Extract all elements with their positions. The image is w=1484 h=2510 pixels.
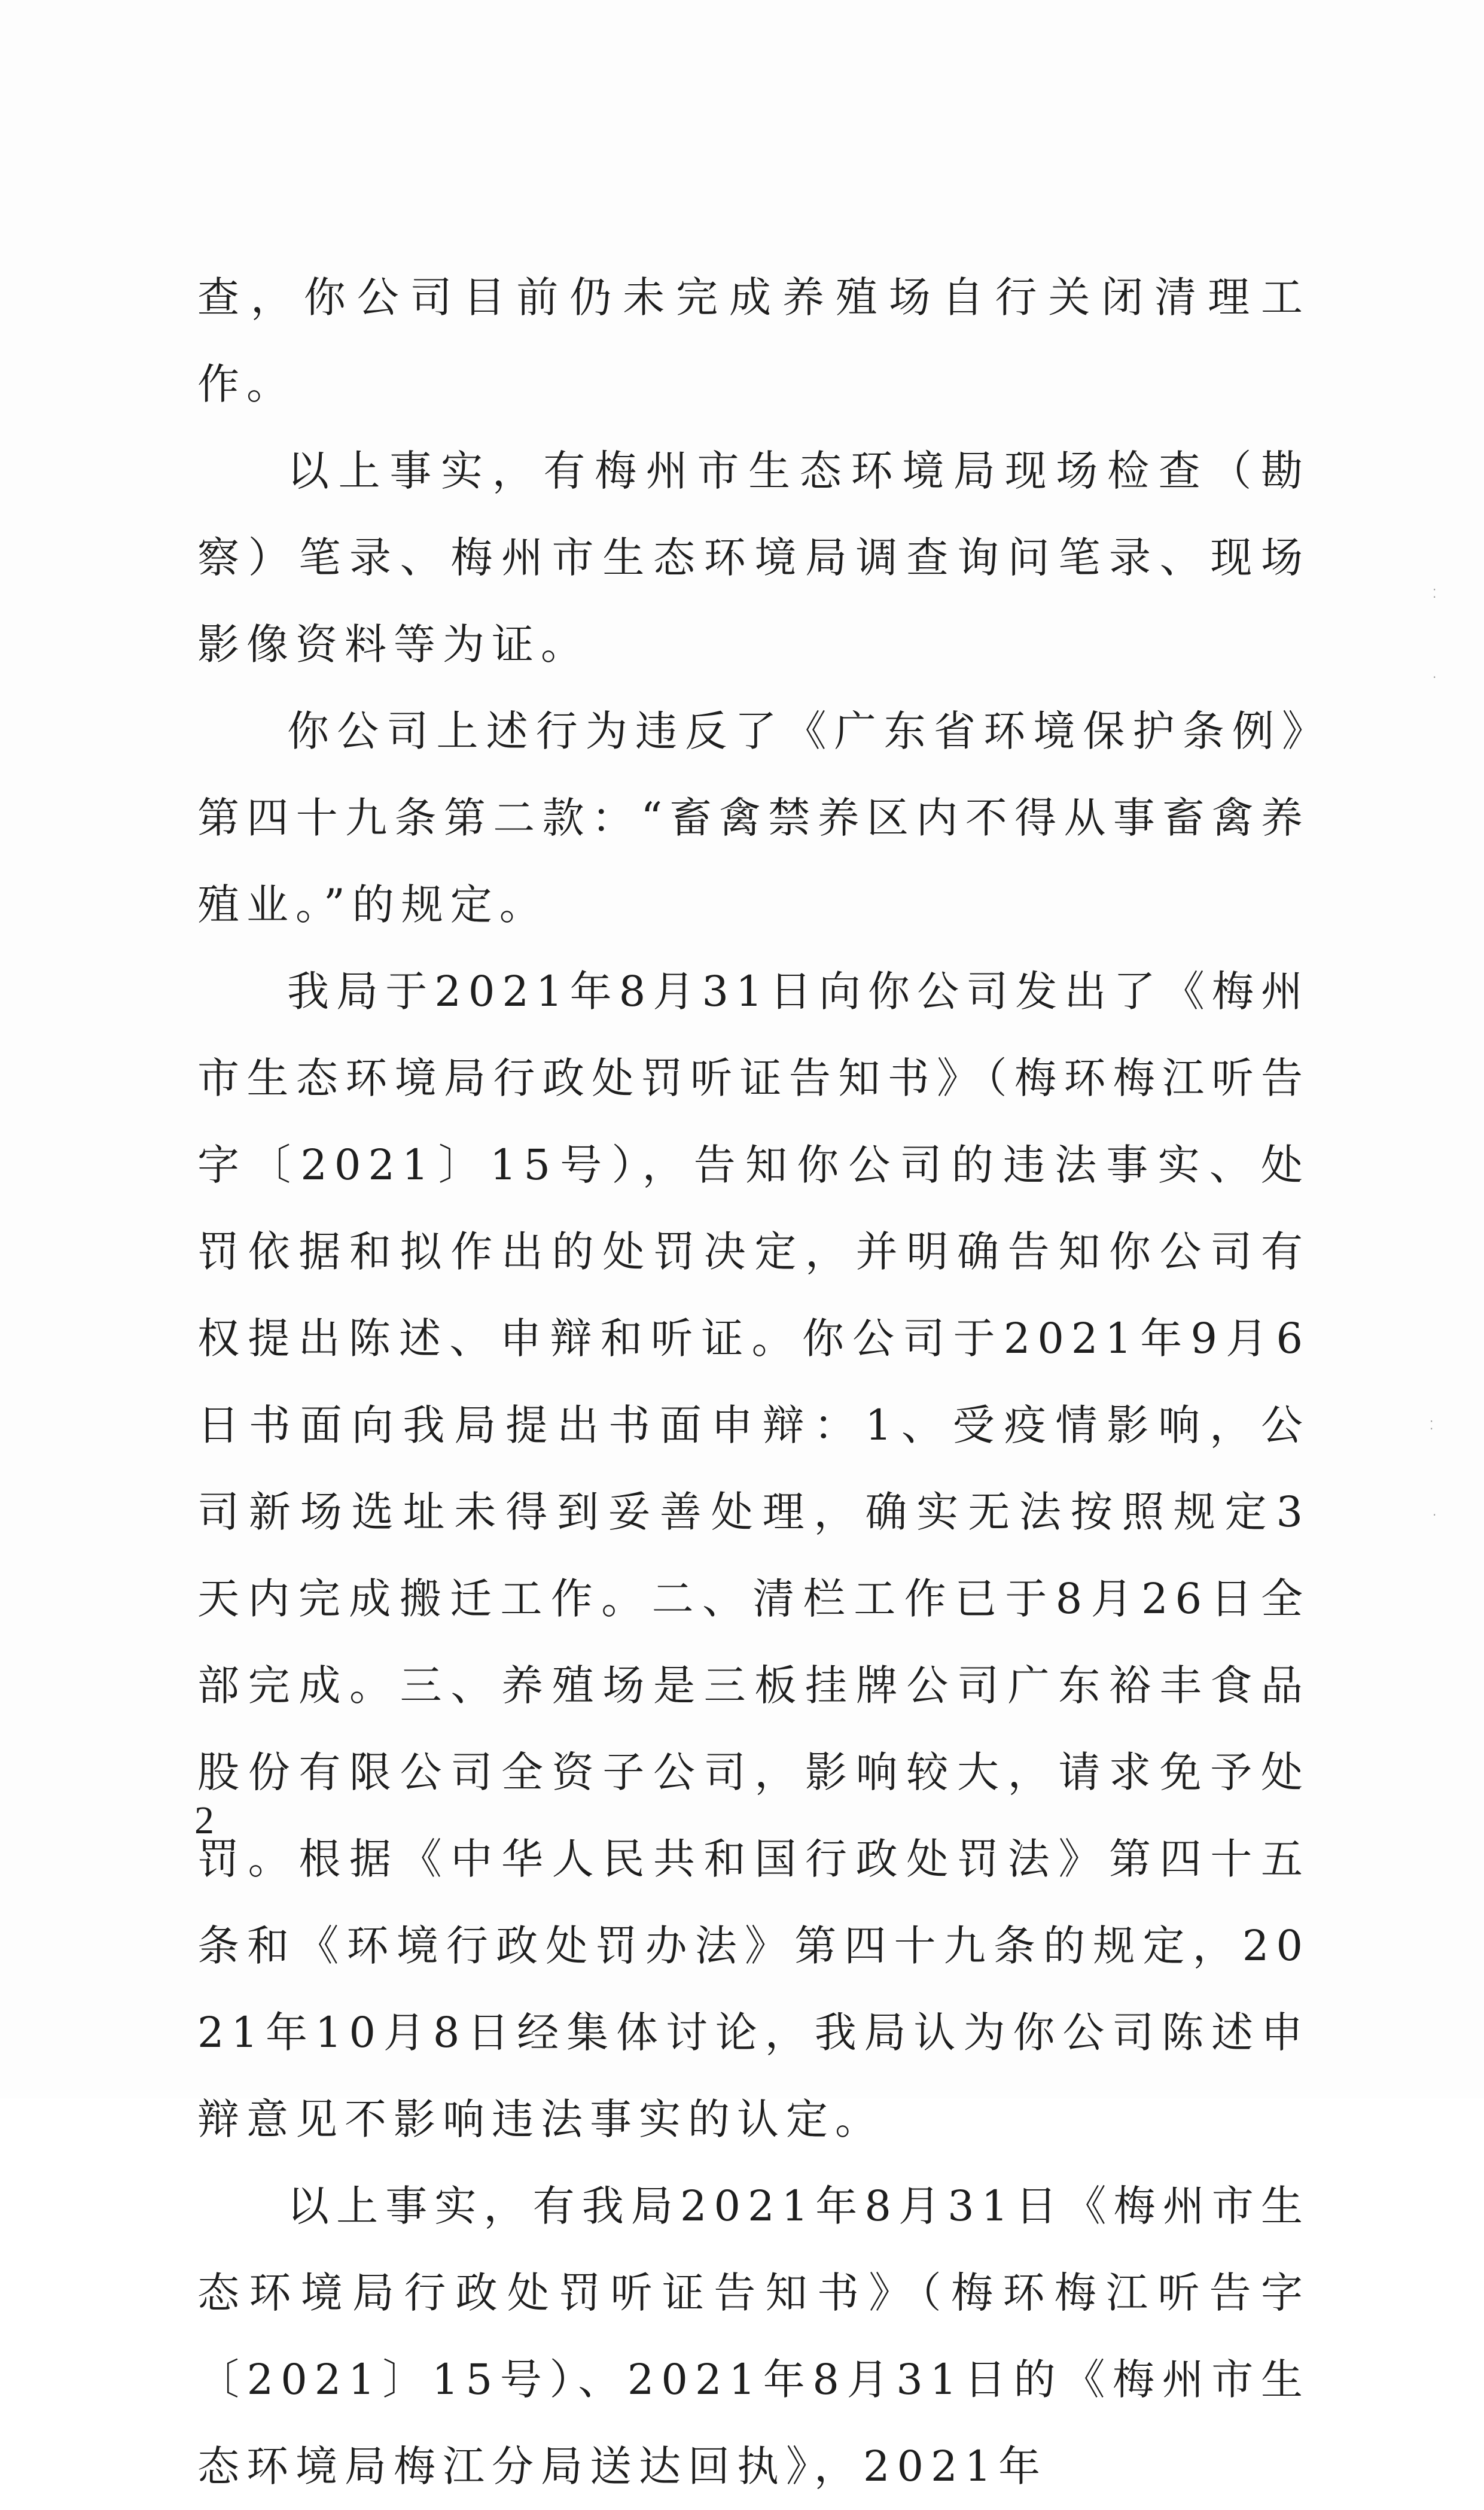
paragraph-continuation: 查，你公司目前仍未完成养殖场自行关闭清理工作。 <box>197 273 1310 409</box>
paragraph-evidence-1: 以上事实，有梅州市生态环境局现场检查（勘察）笔录、梅州市生态环境局调查询问笔录、现场影像资料等为证。 <box>197 446 1310 669</box>
paragraph-evidence-2: 以上事实，有我局2021年8月31日《梅州市生态环境局行政处罚听证告知书》（梅环梅江听告字〔2021〕15号）、2021年8月31日的《梅州市生态环境局梅江分局送达回执》，2021年 <box>197 2182 1310 2491</box>
document-body <box>197 254 1310 2510</box>
scan-edge-mark: · <box>1433 1508 1437 1522</box>
page-number: 2 <box>194 1799 214 1842</box>
scan-edge-mark: ⁚ <box>1430 1418 1434 1432</box>
scan-edge-mark: · <box>1433 670 1437 684</box>
scan-edge-mark: ⁚ <box>1433 586 1437 601</box>
paragraph-hearing-notice: 我局于2021年8月31日向你公司发出了《梅州市生态环境局行政处罚听证告知书》（梅环梅江听告字〔2021〕15号），告知你公司的违法事实、处罚依据和拟作出的处罚决定，并明确告知你公司有权提出陈述、申辩和听证。你公司于2021年9月6日书面向我局提出书面申辩：1、受疫情影响，公司新场选址未得到妥善处理，确实无法按照规定3天内完成搬迁工作。二、清栏工作已于8月26日全部完成。三、养殖场是三板挂牌公司广东裕丰食品股份有限公司全资子公司，影响较大，请求免予处罚。根据《中华人民共和国行政处罚法》第四十五条和《环境行政处罚办法》第四十九条的规定，2021年10月8日经集体讨论，我局认为你公司陈述申辩意见不影响违法事实的认定。 <box>197 967 1310 2144</box>
paragraph-violation: 你公司上述行为违反了《广东省环境保护条例》第四十九条第二款：“畜禽禁养区内不得从事畜禽养殖业。”的规定。 <box>197 707 1310 929</box>
